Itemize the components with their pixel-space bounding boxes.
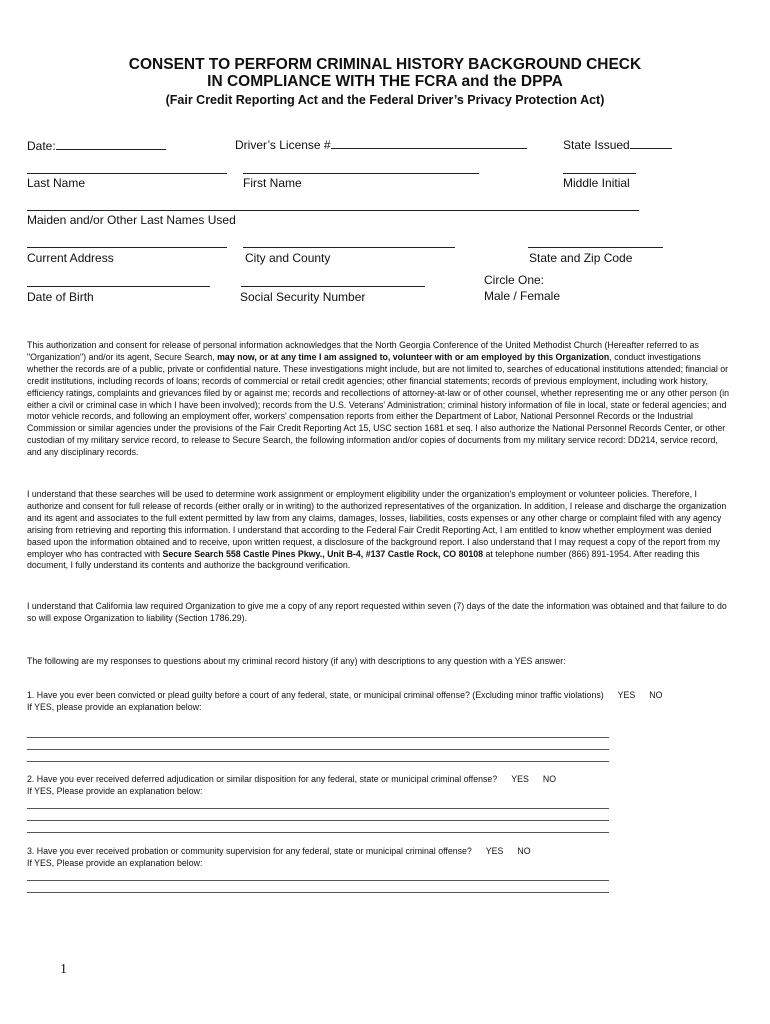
last-name-label: Last Name xyxy=(27,176,86,190)
form-subtitle-acts: (Fair Credit Reporting Act and the Federal Driver’s Privacy Protection Act) xyxy=(165,93,605,107)
first-name-field[interactable] xyxy=(243,173,479,174)
q3-explain-label: If YES, Please provide an explanation below: xyxy=(27,857,203,868)
date-of-birth-label: Date of Birth xyxy=(27,290,94,304)
q3-answer-line-1[interactable] xyxy=(27,880,609,881)
question-1: 1. Have you ever been convicted or plead guilty before a court of any federal, state, or municipal criminal offense? (Excluding minor traffic violations) YES NO If YES, please provide an explanation below: xyxy=(27,690,663,712)
q2-explain-label: If YES, Please provide an explanation below: xyxy=(27,785,203,796)
drivers-license-label: Driver’s License # xyxy=(235,137,527,152)
q3-answer-line-2[interactable] xyxy=(27,892,609,893)
q1-yes-option[interactable]: YES xyxy=(617,690,636,700)
release-paragraph: I understand that these searches will be used to determine work assignment or employment eligibility under the organization's employment or volunteer policies. Therefore, I authorize and consent for full release of records (either orally or in writing) to the authorized representatives of the organization. In addition, I release and discharge the organization and its agent and associates to the full extent permitted by law from any claims, damages, losses, liabilities, costs expenses or any other charge or complaint filed with any agency arising from retrieving and reporting this information. I understand that according to the Federal Fair Credit Reporting Act, I am entitled to know whether employment was denied based upon the information obtained and to receive, upon written request, a disclosure of the background report. I also understand that I may request a copy of the report from my employer who has contracted with Secure Search 558 Castle Pines Pkwy., Unit B-4, #137 Castle Rock, CO 80108 at telephone number (866) 891-1954. After reading this document, I fully understand its contents and authorize the background verification. xyxy=(27,489,727,571)
date-label: Date: xyxy=(27,138,166,153)
circle-one-label: Circle One: xyxy=(484,273,545,287)
middle-initial-label: Middle Initial xyxy=(563,176,630,190)
q1-answer-line-1[interactable] xyxy=(27,737,609,738)
authorization-paragraph: This authorization and consent for release of personal information acknowledges that the North Georgia Conference of the United Methodist Church (Hereafter referred to as "Organization") and/or its agent, Secure Search, may now, or at any time I am assigned to, volunteer with or am employed by this Organization, conduct investigations whether the records are of a public, private or confidential nature. These investigations might include, but are not limited to, searches of educational institutions attended; financial or credit institutions, including records of loans; records of commercial or retail credit agencies; other financial statements; records of previous employment, including work history, efficiency ratings, complaints and grievances filed by or against me; records and recollections of attorney-at-law or of other counsel, whether representing me or any other person (in either a civil or criminal case in which I have been involved); records from the U.S. Veterans' Administration; criminal history information of file in local, state or federal agencies; and motor vehicle records, and following an employment offer, workers' compensation reports from either the Department of Labor, National Personnel Records or the Industrial Commission or similar agencies under the provisions of the Fair Credit Reporting Act 15, USC section 1681 et seq. I also authorize the National Personnel Records Center, or other custodian of my military service record, to release to Secure Search, the following information and/or copies of documents from my military service record: DD214, service record, and any disciplinary records. xyxy=(27,340,729,458)
form-subtitle: IN COMPLIANCE WITH THE FCRA and the DPPA xyxy=(207,73,563,90)
q1-answer-line-3[interactable] xyxy=(27,761,609,762)
ssn-field[interactable] xyxy=(241,286,425,287)
maiden-names-field[interactable] xyxy=(27,210,639,211)
ssn-label: Social Security Number xyxy=(240,290,366,304)
middle-initial-field[interactable] xyxy=(563,173,636,174)
date-of-birth-field[interactable] xyxy=(27,286,210,287)
q2-answer-line-1[interactable] xyxy=(27,808,609,809)
form-title: CONSENT TO PERFORM CRIMINAL HISTORY BACKGROUND CHECK xyxy=(128,56,642,73)
q1-no-option[interactable]: NO xyxy=(649,690,663,700)
q3-yes-option[interactable]: YES xyxy=(485,846,504,856)
city-county-label: City and County xyxy=(245,251,331,265)
responses-intro: The following are my responses to questions about my criminal record history (if any) with descriptions to any question with a YES answer: xyxy=(27,656,566,666)
page-number: 1 xyxy=(60,962,67,977)
california-paragraph: I understand that California law required Organization to give me a copy of any report requested within seven (7) days of the date the information was obtained and that failure to do so will expose Organization to liability (Section 1786.29). xyxy=(27,601,727,623)
current-address-label: Current Address xyxy=(27,251,114,265)
state-zip-label: State and Zip Code xyxy=(529,251,633,265)
city-county-field[interactable] xyxy=(243,247,455,248)
question-3: 3. Have you ever received probation or community supervision for any federal, state or municipal criminal offense? YES NO If YES, Please provide an explanation below: xyxy=(27,846,531,868)
last-name-field[interactable] xyxy=(27,173,227,174)
q2-answer-line-2[interactable] xyxy=(27,820,609,821)
question-2: 2. Have you ever received deferred adjudication or similar disposition for any federal, state or municipal criminal offense? YES NO If YES, Please provide an explanation below: xyxy=(27,774,557,796)
q1-answer-line-2[interactable] xyxy=(27,749,609,750)
gender-options[interactable]: Male / Female xyxy=(484,289,561,303)
drivers-license-field[interactable] xyxy=(331,137,527,149)
q2-no-option[interactable]: NO xyxy=(542,774,557,784)
maiden-names-label: Maiden and/or Other Last Names Used xyxy=(27,213,236,227)
state-issued-label: State Issued xyxy=(563,137,672,152)
state-issued-field[interactable] xyxy=(630,137,672,149)
first-name-label: First Name xyxy=(243,176,302,190)
date-field[interactable] xyxy=(56,138,166,150)
q1-explain-label: If YES, please provide an explanation below: xyxy=(27,701,202,712)
q2-yes-option[interactable]: YES xyxy=(511,774,529,784)
q2-answer-line-3[interactable] xyxy=(27,832,609,833)
current-address-field[interactable] xyxy=(27,247,227,248)
state-zip-field[interactable] xyxy=(528,247,663,248)
q3-no-option[interactable]: NO xyxy=(517,846,531,856)
